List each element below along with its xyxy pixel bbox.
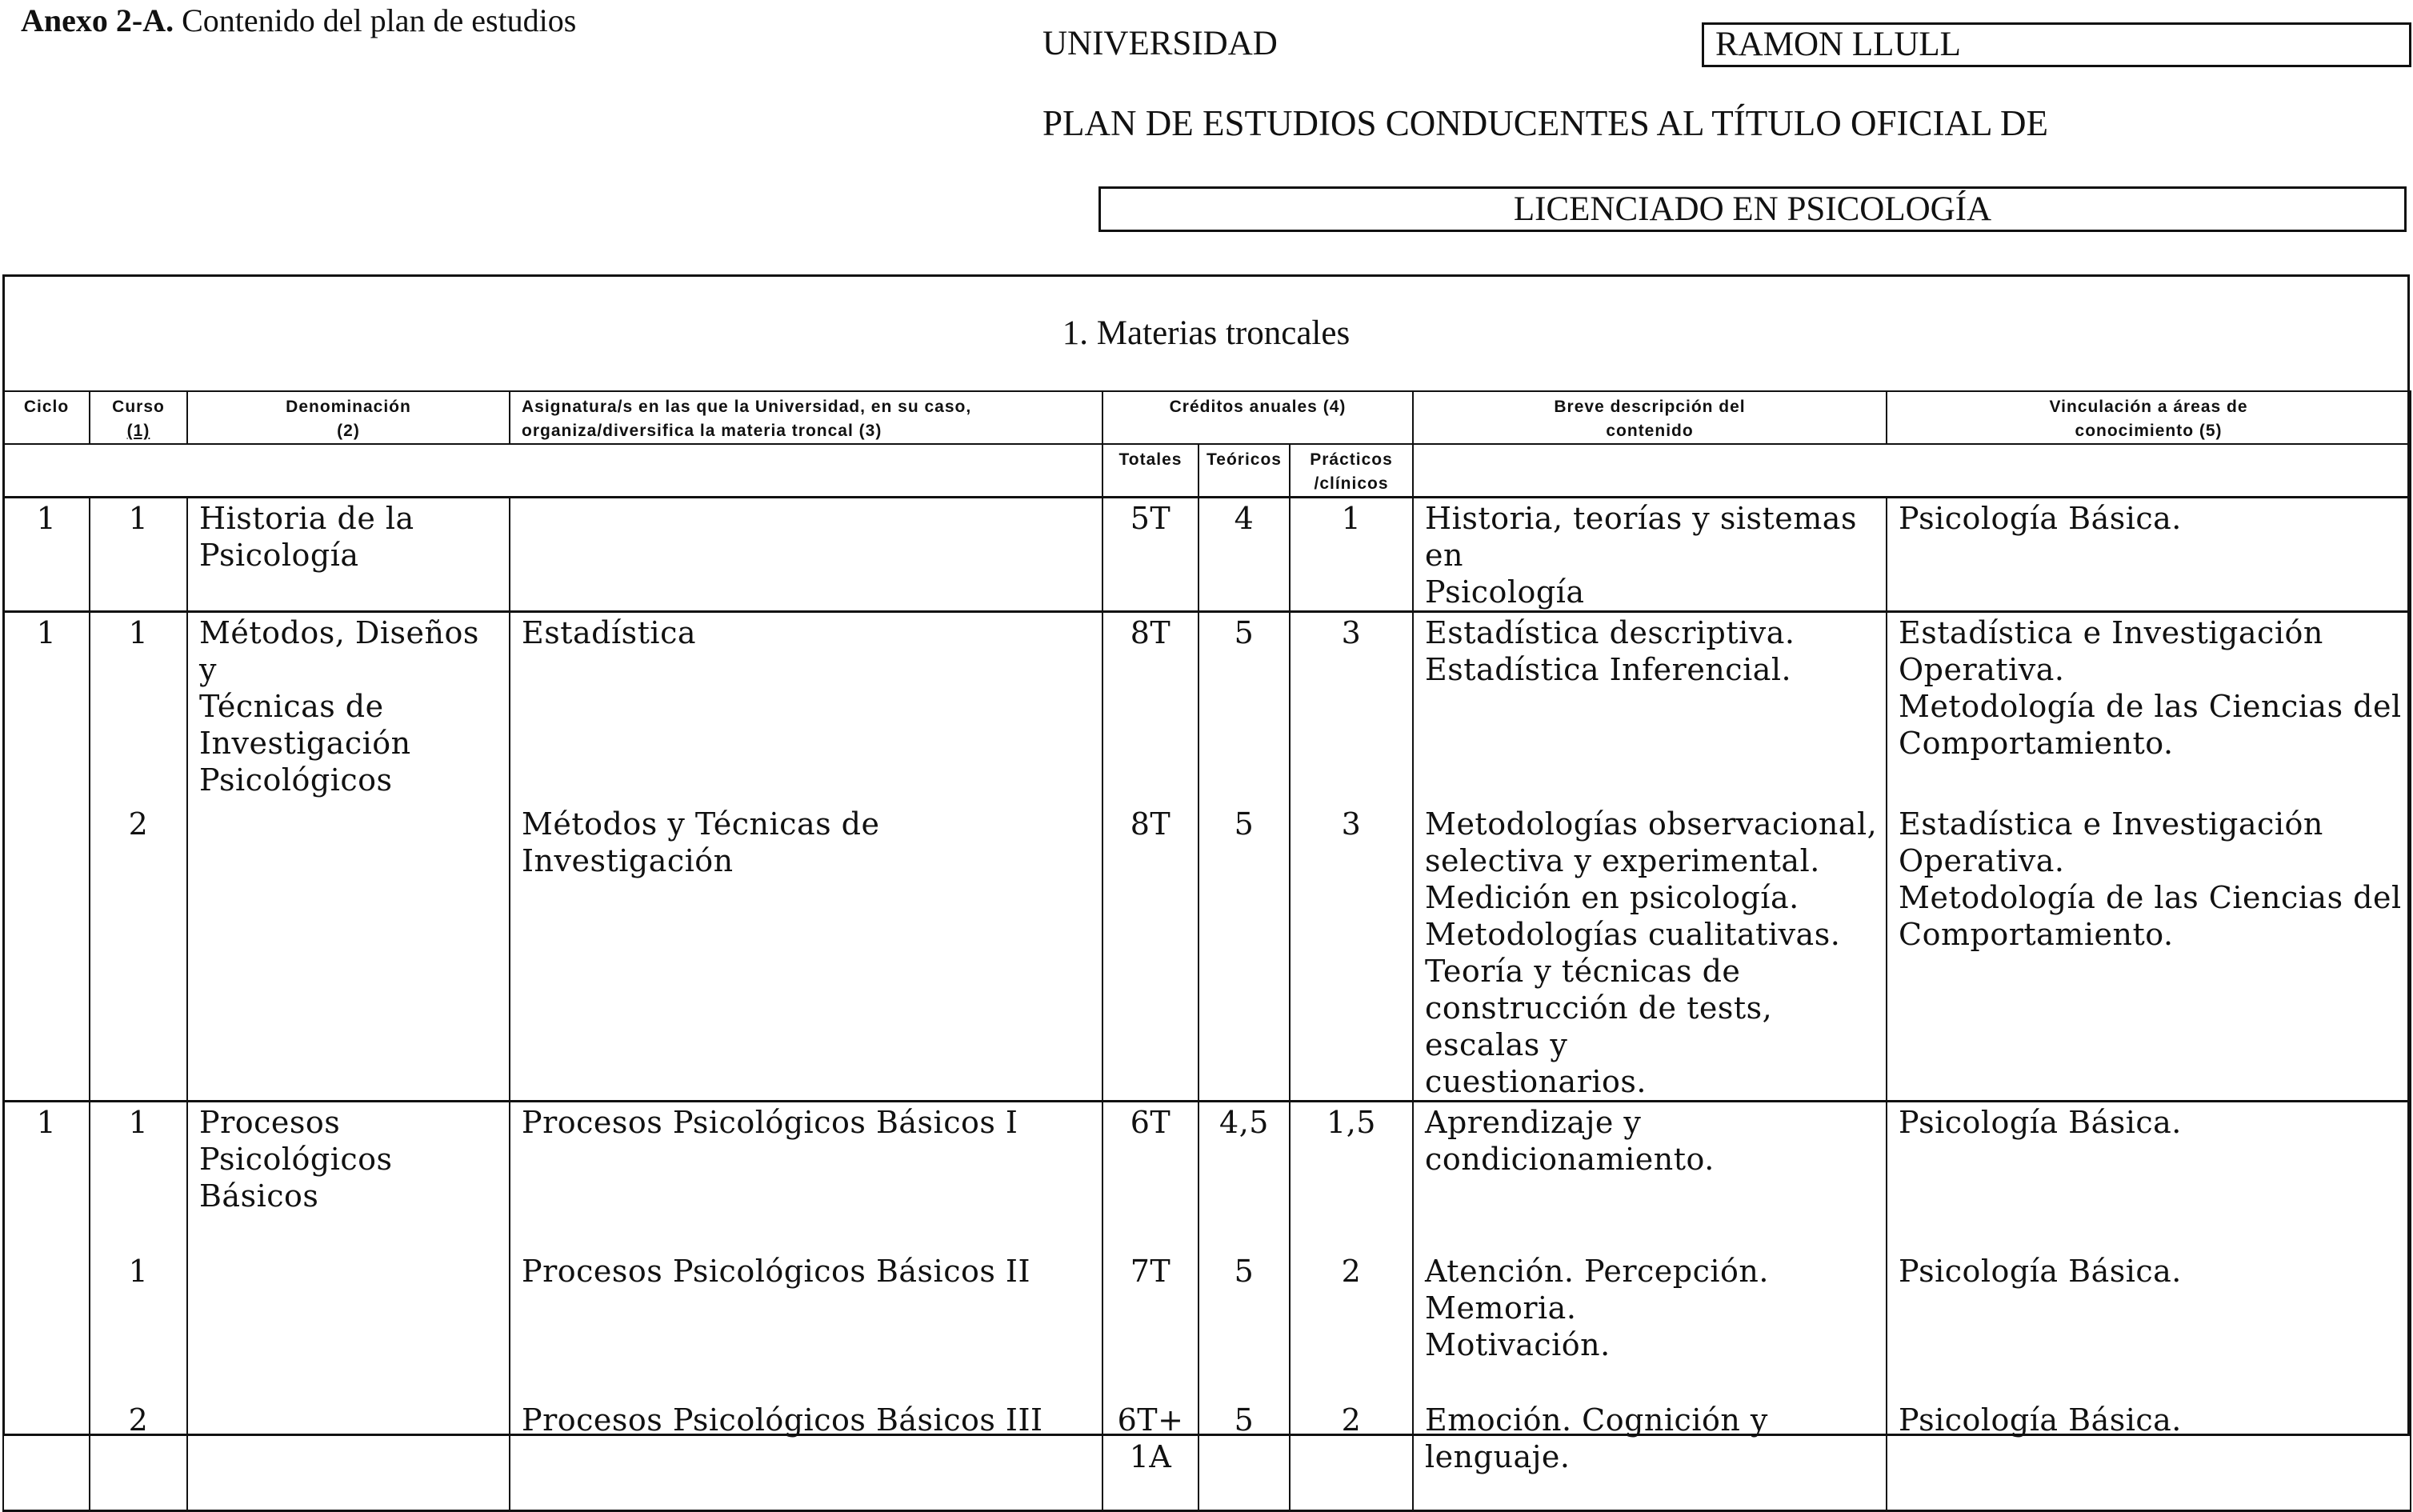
cell-vinculacion: Psicología Básica. <box>1887 1400 2411 1510</box>
cell-descripcion: Metodologías observacional, selectiva y experimental. Medición en psicología. Metodologías cualitativas. Teoría y técnicas de construcción de tests, escalas y cuestionarios. <box>1413 804 1887 1102</box>
cell-vinculacion: Psicología Básica. <box>1887 1101 2411 1251</box>
cell-denominacion <box>187 1400 510 1510</box>
table-row <box>3 1400 2411 1510</box>
col-creditos: Créditos anuales (4) <box>1102 391 1413 444</box>
col-asignatura: Asignatura/s en las que la Universidad, en su caso, organiza/diversifica la materia troncal (3) <box>510 391 1102 444</box>
cell-practicos: 3 <box>1290 804 1413 1102</box>
cell-asignatura <box>510 498 1102 612</box>
cell-teoricos: 5 <box>1198 1251 1290 1400</box>
cell-ciclo: 1 <box>3 612 90 804</box>
cell-ciclo: 1 <box>3 498 90 612</box>
table-subheader-row <box>3 444 2411 498</box>
cell-practicos: 2 <box>1290 1251 1413 1400</box>
col-denominacion: Denominación (2) <box>187 391 510 444</box>
cell-denominacion: Métodos, Diseños y Técnicas de Investigación Psicológicos <box>187 612 510 804</box>
cell-denominacion <box>187 804 510 1102</box>
cell-ciclo: 1 <box>3 1101 90 1251</box>
cell-asignatura: Procesos Psicológicos Básicos I <box>510 1101 1102 1251</box>
cell-practicos: 2 <box>1290 1400 1413 1510</box>
cell-vinculacion: Estadística e Investigación Operativa. Metodología de las Ciencias del Comportamiento. <box>1887 612 2411 804</box>
cell-practicos: 1,5 <box>1290 1101 1413 1251</box>
table-header-row <box>3 391 2411 444</box>
cell-descripcion: Aprendizaje y condicionamiento. <box>1413 1101 1887 1251</box>
cell-denominacion <box>187 1251 510 1400</box>
cell-ciclo <box>3 804 90 1102</box>
table-body <box>3 498 2411 1511</box>
plan-title: PLAN DE ESTUDIOS CONDUCENTES AL TÍTULO OFICIAL DE <box>1042 103 2049 143</box>
table-row <box>3 498 2411 612</box>
cell-descripcion: Historia, teorías y sistemas en Psicología <box>1413 498 1887 612</box>
col-ciclo: Ciclo <box>3 391 90 444</box>
cell-totales: 6T+ 1A <box>1102 1400 1198 1510</box>
table-row <box>3 612 2411 804</box>
col-vinculacion: Vinculación a áreas de conocimiento (5) <box>1887 391 2411 444</box>
cell-curso: 2 <box>90 804 187 1102</box>
cell-totales: 8T <box>1102 612 1198 804</box>
cell-curso: 1 <box>90 1251 187 1400</box>
col-curso: Curso (1) <box>90 391 187 444</box>
annex-label: Anexo 2-A. <box>21 2 174 38</box>
cell-asignatura: Procesos Psicológicos Básicos II <box>510 1251 1102 1400</box>
annex-heading <box>21 2 576 39</box>
cell-curso: 2 <box>90 1400 187 1510</box>
cell-vinculacion: Psicología Básica. <box>1887 1251 2411 1400</box>
cell-teoricos: 4 <box>1198 498 1290 612</box>
cell-descripcion: Emoción. Cognición y lenguaje. <box>1413 1400 1887 1510</box>
cell-vinculacion: Estadística e Investigación Operativa. Metodología de las Ciencias del Comportamiento. <box>1887 804 2411 1102</box>
cell-curso: 1 <box>90 1101 187 1251</box>
cell-asignatura: Métodos y Técnicas de Investigación <box>510 804 1102 1102</box>
cell-asignatura: Procesos Psicológicos Básicos III <box>510 1400 1102 1510</box>
cell-denominacion: Procesos Psicológicos Básicos <box>187 1101 510 1251</box>
cell-totales: 7T <box>1102 1251 1198 1400</box>
annex-description: Contenido del plan de estudios <box>182 2 577 38</box>
cell-practicos: 1 <box>1290 498 1413 612</box>
cell-ciclo <box>3 1251 90 1400</box>
cell-descripcion: Atención. Percepción. Memoria. Motivación. <box>1413 1251 1887 1400</box>
subjects-table <box>2 390 2411 1512</box>
cell-curso: 1 <box>90 612 187 804</box>
cell-practicos: 3 <box>1290 612 1413 804</box>
col-teoricos: Teóricos <box>1198 444 1290 498</box>
cell-ciclo <box>3 1400 90 1510</box>
cell-teoricos: 5 <box>1198 1400 1290 1510</box>
table-row <box>3 804 2411 1102</box>
cell-curso: 1 <box>90 498 187 612</box>
university-label: UNIVERSIDAD <box>1042 25 1278 62</box>
cell-teoricos: 4,5 <box>1198 1101 1290 1251</box>
cell-vinculacion: Psicología Básica. <box>1887 498 2411 612</box>
cell-asignatura: Estadística <box>510 612 1102 804</box>
university-name-box: RAMON LLULL <box>1702 22 2411 67</box>
cell-teoricos: 5 <box>1198 612 1290 804</box>
cell-totales: 8T <box>1102 804 1198 1102</box>
col-totales: Totales <box>1102 444 1198 498</box>
cell-totales: 5T <box>1102 498 1198 612</box>
table-row <box>3 1251 2411 1400</box>
section-title: 1. Materias troncales <box>1062 314 1351 352</box>
cell-teoricos: 5 <box>1198 804 1290 1102</box>
table-row <box>3 1101 2411 1251</box>
cell-totales: 6T <box>1102 1101 1198 1251</box>
col-practicos: Prácticos /clínicos <box>1290 444 1413 498</box>
cell-descripcion: Estadística descriptiva. Estadística Inferencial. <box>1413 612 1887 804</box>
col-descripcion: Breve descripción del contenido <box>1413 391 1887 444</box>
cell-denominacion: Historia de la Psicología <box>187 498 510 612</box>
degree-title-box: LICENCIADO EN PSICOLOGÍA <box>1098 186 2407 232</box>
